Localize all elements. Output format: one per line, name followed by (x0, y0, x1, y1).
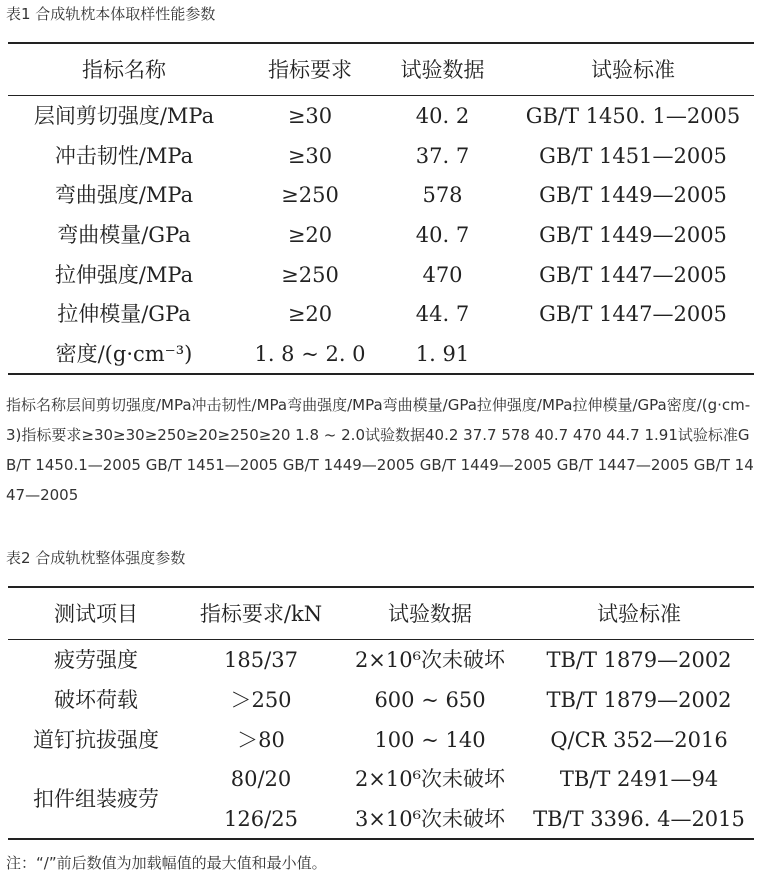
table-footnote: 注：“/”前后数值为加载幅值的最大值和最小值。 (6, 854, 327, 872)
table-cell: 600 ~ 650 (374, 688, 486, 712)
table1-header-cell: 指标名称 (82, 58, 166, 82)
table-cell: ≥20 (287, 302, 333, 326)
table-cell: 126/25 (224, 807, 298, 831)
table-cell: ＞250 (230, 688, 292, 712)
table-cell: GB/T 1447—2005 (539, 263, 727, 287)
table-cell: ≥20 (287, 223, 333, 247)
table-cell: 1. 91 (415, 342, 470, 366)
table-cell: 冲击韧性/MPa (54, 144, 194, 168)
table1-bottom-rule (8, 373, 754, 375)
table-cell: ≥250 (281, 263, 339, 287)
table-cell-merged: 扣件组装疲劳 (33, 787, 159, 811)
table1-header-rule (8, 95, 754, 96)
table2-top-rule (8, 586, 754, 588)
table-cell: 破坏荷载 (54, 688, 138, 712)
table-cell: ＞80 (237, 728, 285, 752)
table-cell: ≥250 (281, 183, 339, 207)
table2-header-cell: 试验数据 (388, 602, 472, 626)
table-cell: 40. 2 (415, 104, 470, 128)
table-cell: 185/37 (224, 648, 298, 672)
table-cell: GB/T 1449—2005 (539, 183, 727, 207)
table2-header-cell: 指标要求/kN (199, 602, 323, 626)
table1-header-cell: 试验标准 (591, 58, 675, 82)
table-cell: ≥30 (287, 144, 333, 168)
table-cell: 拉伸强度/MPa (54, 263, 194, 287)
table-cell: 470 (422, 263, 463, 287)
table-cell: TB/T 2491—94 (559, 767, 719, 791)
table-cell: Q/CR 352—2016 (550, 728, 728, 752)
table2-header-cell: 试验标准 (597, 602, 681, 626)
table-cell: 弯曲模量/GPa (57, 223, 191, 247)
table-cell: 密度/(g·cm⁻³) (55, 342, 193, 366)
table1-header-cell: 指标要求 (268, 58, 352, 82)
table-cell: 拉伸模量/GPa (57, 302, 191, 326)
table-cell: TB/T 3396. 4—2015 (533, 807, 745, 831)
table2-header-rule (8, 639, 754, 640)
table-cell: 37. 7 (415, 144, 470, 168)
table-cell: GB/T 1449—2005 (539, 223, 727, 247)
table-cell: 道钉抗拔强度 (33, 728, 159, 752)
table-cell: GB/T 1447—2005 (539, 302, 727, 326)
table-cell: 40. 7 (415, 223, 470, 247)
table-cell: TB/T 1879—2002 (546, 688, 732, 712)
table-cell: 2×10⁶次未破坏 (354, 648, 506, 672)
table-cell: GB/T 1451—2005 (539, 144, 727, 168)
table2-bottom-rule (8, 838, 754, 840)
table-cell: ≥30 (287, 104, 333, 128)
flattened-table-text: 指标名称层间剪切强度/MPa冲击韧性/MPa弯曲强度/MPa弯曲模量/GPa拉伸强度/MPa拉伸模量/GPa密度/(g·cm-3)指标要求≥30≥30≥250≥20≥250≥20 1.8 ~ 2.0试验数据40.2 37.7 578 40.7 470 44.7 1.91试验标准GB/T 1450.1—2005 GB/T 1451—2005 GB/T 1449—2005 GB/T 1449—2005 GB/T 1447—2005 GB/T 1447—2005 (6, 396, 754, 504)
table2-header-cell: 测试项目 (54, 602, 138, 626)
table-cell: 疲劳强度 (54, 648, 138, 672)
table-cell: 80/20 (230, 767, 292, 791)
table1-top-rule (8, 42, 754, 44)
table-cell: 弯曲强度/MPa (54, 183, 194, 207)
table-cell: TB/T 1879—2002 (546, 648, 732, 672)
table-cell: 1. 8 ~ 2. 0 (254, 342, 366, 366)
table1-caption: 表1 合成轨枕本体取样性能参数 (6, 5, 216, 23)
table-cell: GB/T 1450. 1—2005 (525, 104, 741, 128)
table-cell: 2×10⁶次未破坏 (354, 767, 506, 791)
table2-caption: 表2 合成轨枕整体强度参数 (6, 549, 186, 567)
table-cell: 层间剪切强度/MPa (33, 104, 215, 128)
table-cell: 100 ~ 140 (374, 728, 486, 752)
table-cell: 3×10⁶次未破坏 (354, 807, 506, 831)
table-cell: 578 (422, 183, 463, 207)
table1-header-cell: 试验数据 (400, 58, 485, 82)
table-cell: 44. 7 (415, 302, 470, 326)
